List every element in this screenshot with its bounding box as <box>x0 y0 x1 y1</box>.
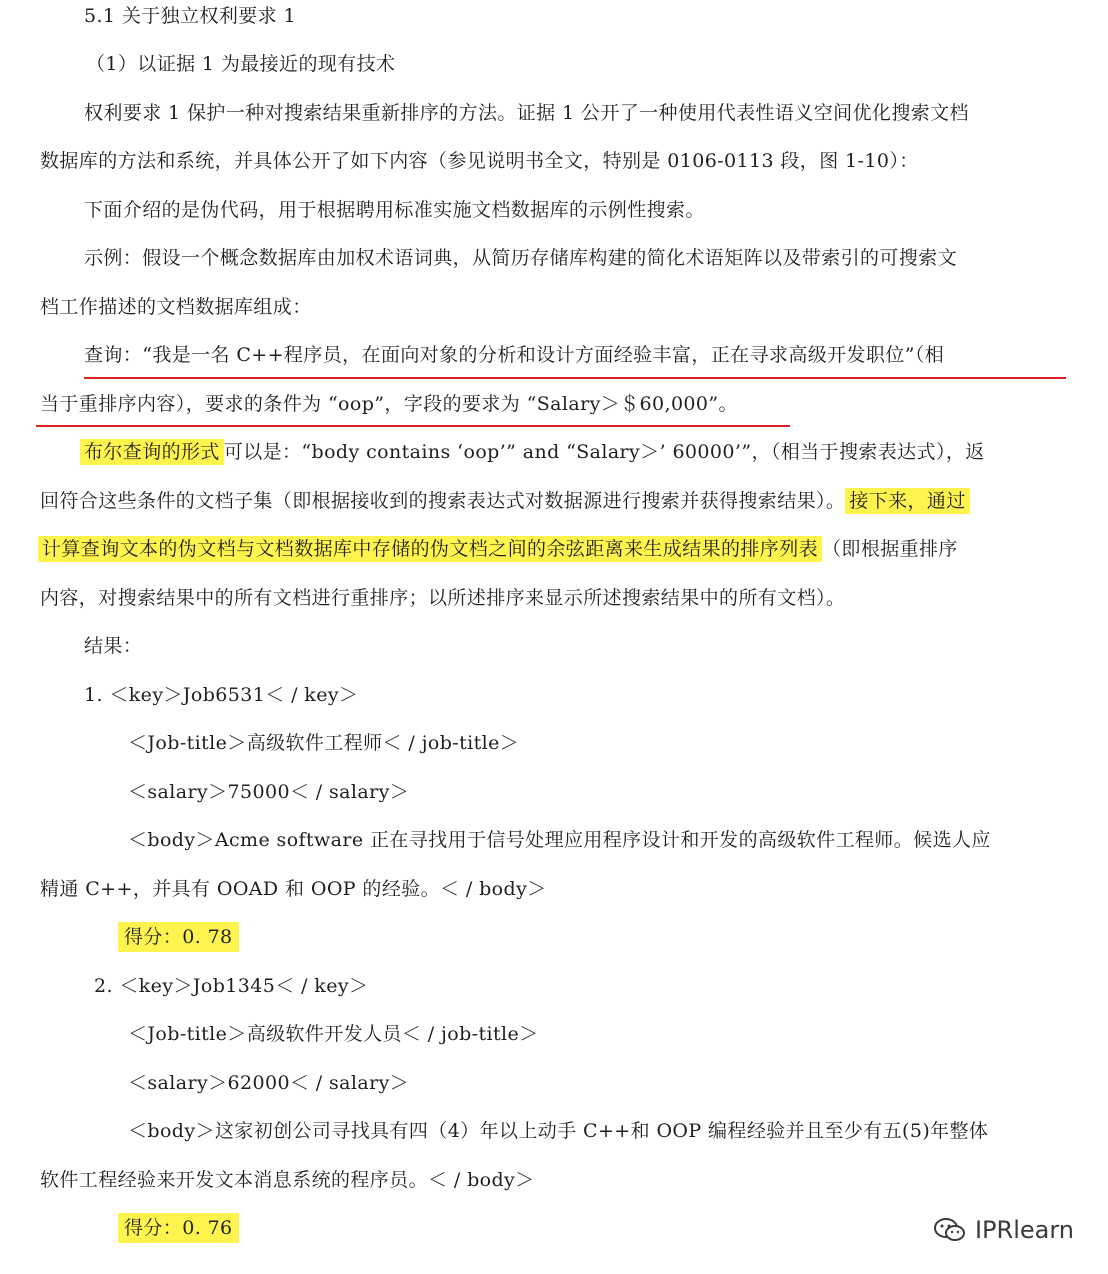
result-job-title: ＜Job-title＞高级软件开发人员＜ / job-title＞ <box>128 1023 539 1045</box>
result-key: 1. ＜key＞Job6531＜ / key＞ <box>84 684 359 706</box>
query-line: 当于重排序内容），要求的条件为 “oop”，字段的要求为 “Salary＞＄60,000”。 <box>40 393 738 415</box>
paragraph-line: 档工作描述的文档数据库组成： <box>40 296 312 318</box>
red-underline <box>84 377 1066 379</box>
paragraph-text: （即根据重排序 <box>822 538 958 560</box>
result-salary: ＜salary＞62000＜ / salary＞ <box>128 1072 410 1094</box>
result-salary: ＜salary＞75000＜ / salary＞ <box>128 781 410 803</box>
subsection-heading: （1）以证据 1 为最接近的现有技术 <box>86 53 396 75</box>
highlight-score: 得分：0. 78 <box>118 922 239 952</box>
highlight-next-step: 接下来，通过 <box>845 488 969 514</box>
highlight-score: 得分：0. 76 <box>118 1213 239 1243</box>
paragraph-line <box>38 535 958 563</box>
paragraph-line <box>40 487 970 515</box>
paragraph-line <box>80 438 985 466</box>
paragraph-text: 回符合这些条件的文档子集（即根据接收到的搜索表达式对数据源进行搜索并获得搜索结果）。 <box>40 490 846 512</box>
result-body: ＜body＞这家初创公司寻找具有四（4）年以上动手 C++和 OOP 编程经验并且至少有五(5)年整体 <box>128 1120 989 1142</box>
result-body: 精通 C++，并具有 OOAD 和 OOP 的经验。＜ / body＞ <box>40 878 547 900</box>
result-job-title: ＜Job-title＞高级软件工程师＜ / job-title＞ <box>128 732 520 754</box>
result-body: 软件工程经验来开发文本消息系统的程序员。＜ / body＞ <box>40 1169 535 1191</box>
score-line <box>118 1214 239 1242</box>
paragraph-line: 数据库的方法和系统，并具体公开了如下内容（参见说明书全文，特别是 0106-0113 段，图 1-10）： <box>40 150 919 172</box>
paragraph-line: 示例：假设一个概念数据库由加权术语词典，从简历存储库构建的简化术语矩阵以及带索引的可搜索文 <box>84 247 958 269</box>
wechat-icon <box>933 1217 967 1243</box>
watermark-text: IPRlearn <box>974 1216 1074 1244</box>
paragraph-line: 下面介绍的是伪代码，用于根据聘用标准实施文档数据库的示例性搜索。 <box>84 199 705 221</box>
section-heading: 5.1 关于独立权利要求 1 <box>84 5 296 27</box>
watermark <box>933 1216 1074 1244</box>
red-underline <box>36 425 790 427</box>
result-key: 2. ＜key＞Job1345＜ / key＞ <box>94 975 369 997</box>
highlight-ranking: 计算查询文本的伪文档与文档数据库中存储的伪文档之间的余弦距离来生成结果的排序列表 <box>38 536 822 562</box>
paragraph-text: 可以是：“body contains ‘oop’” and “Salary＞’ 60000’”，（相当于搜索表达式），返 <box>223 441 985 463</box>
query-line: 查询：“我是一名 C++程序员，在面向对象的分析和设计方面经验丰富，正在寻求高级开发职位”（相 <box>84 344 945 366</box>
paragraph-line: 内容，对搜索结果中的所有文档进行重排序；以所述排序来显示所述搜索结果中的所有文档）。 <box>40 587 846 609</box>
paragraph-line: 权利要求 1 保护一种对搜索结果重新排序的方法。证据 1 公开了一种使用代表性语义空间优化搜索文档 <box>84 102 969 124</box>
results-label: 结果： <box>84 635 143 657</box>
result-body: ＜body＞Acme software 正在寻找用于信号处理应用程序设计和开发的高级软件工程师。候选人应 <box>128 829 991 851</box>
highlight-boolean-form: 布尔查询的形式 <box>80 439 224 465</box>
score-line <box>118 923 239 951</box>
